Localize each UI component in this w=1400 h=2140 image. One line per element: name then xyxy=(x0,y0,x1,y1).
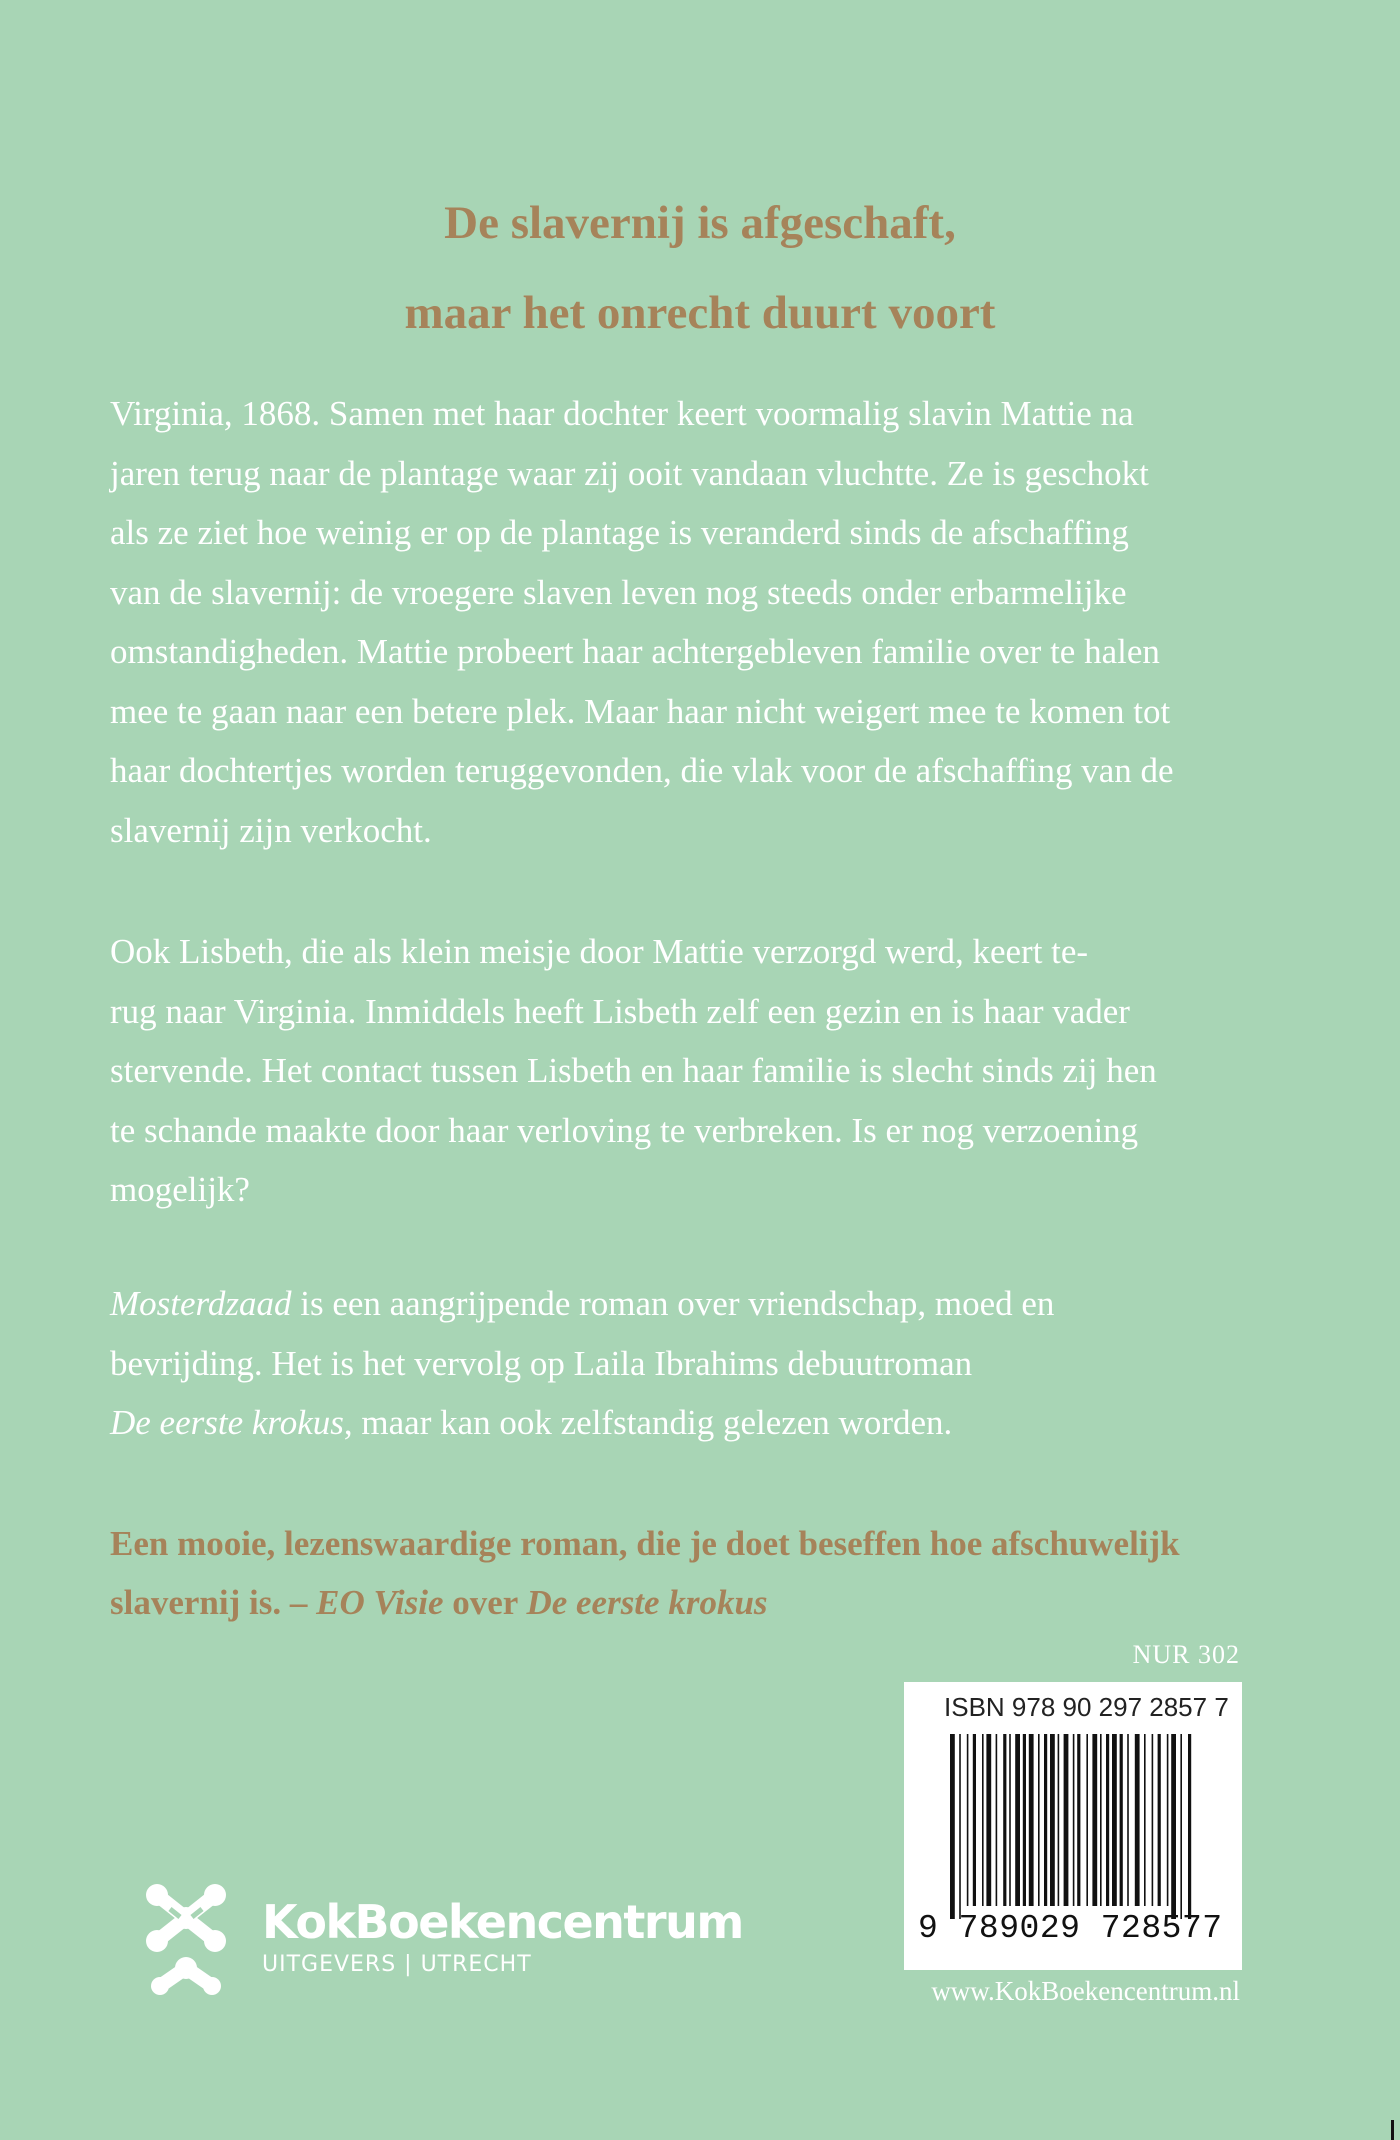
review-quote xyxy=(110,1514,1310,1632)
paragraph-line: Virginia, 1868. Samen met haar dochter keert voormalig slavin Mattie na xyxy=(110,394,1134,433)
publisher-name: KokBoekencentrum xyxy=(262,1895,743,1949)
barcode-bar xyxy=(1106,1734,1109,1906)
barcode-bar xyxy=(1044,1734,1047,1906)
barcode-bar xyxy=(1073,1734,1075,1906)
barcode-bar xyxy=(1092,1734,1097,1906)
barcode-bar xyxy=(1009,1734,1011,1906)
paragraph-line: stervende. Het contact tussen Lisbeth en haar familie is slecht sinds zij hen xyxy=(110,1051,1157,1090)
headline xyxy=(0,178,1400,358)
paragraph-line: rug naar Virginia. Inmiddels heeft Lisbeth zelf een gezin en is haar vader xyxy=(110,991,1130,1031)
barcode-bar xyxy=(1086,1734,1088,1906)
barcode-bar xyxy=(1135,1734,1140,1906)
synopsis-paragraph-1 xyxy=(110,384,1310,860)
quote-text: slavernij is. – xyxy=(110,1583,317,1622)
paragraph-line: haar dochtertjes worden teruggevonden, die vlak voor de afschaffing van de xyxy=(110,751,1174,790)
barcode-bar xyxy=(959,1734,961,1919)
paragraph-text: is een aangrijpende roman over vriendschap, moed en xyxy=(291,1284,1055,1323)
headline-line-2: maar het onrecht duurt voort xyxy=(404,287,996,339)
barcode-bar xyxy=(1152,1734,1154,1906)
trim-mark xyxy=(1391,2120,1394,2140)
paragraph-line: mee te gaan naar een betere plek. Maar haar nicht weigert mee te komen tot xyxy=(110,691,1171,731)
quote-source: EO Visie xyxy=(316,1583,444,1622)
barcode-bar xyxy=(1038,1734,1040,1906)
book-title-eerste-krokus: De eerste krokus xyxy=(110,1403,344,1442)
barcode-bar xyxy=(986,1734,991,1906)
barcode-bar xyxy=(1015,1734,1020,1906)
barcode-bar xyxy=(1158,1734,1161,1906)
publisher-subtitle: UITGEVERS | UTRECHT xyxy=(262,1952,532,1977)
barcode-bar xyxy=(1144,1734,1146,1906)
paragraph-line: van de slavernij: de vroegere slaven leven nog steeds onder erbarmelijke xyxy=(110,572,1127,612)
barcode-bar xyxy=(967,1734,969,1906)
paragraph-line xyxy=(110,1274,1310,1334)
synopsis-paragraph-2 xyxy=(110,922,1310,1220)
paragraph-line: slavernij zijn verkocht. xyxy=(110,810,432,850)
barcode-bar xyxy=(1058,1734,1060,1906)
barcode-panel xyxy=(904,1682,1242,1970)
paragraph-line: bevrijding. Het is het vervolg op Laila Ibrahims debuutroman xyxy=(110,1343,973,1383)
barcode-bar xyxy=(1112,1734,1117,1906)
barcode-bar xyxy=(1003,1734,1006,1906)
barcode-bar xyxy=(1050,1734,1055,1906)
paragraph-line: omstandigheden. Mattie probeert haar achtergebleven familie over te halen xyxy=(110,632,1160,671)
barcode-bar xyxy=(1029,1734,1034,1906)
nur-code: NUR 302 xyxy=(1132,1640,1240,1669)
paragraph-line: jaren terug naar de plantage waar zij ooit vandaan vluchtte. Ze is geschokt xyxy=(110,453,1149,493)
barcode xyxy=(948,1734,1198,1919)
barcode-bar xyxy=(1127,1734,1129,1906)
barcode-bar xyxy=(1077,1734,1080,1906)
paragraph-line: mogelijk? xyxy=(110,1170,250,1209)
barcode-bar xyxy=(1064,1734,1069,1906)
barcode-bar xyxy=(1171,1734,1176,1919)
headline-line-1: De slavernij is afgeschaft, xyxy=(444,197,956,249)
barcode-bar xyxy=(1100,1734,1102,1906)
book-title-mosterdzaad: Mosterdzaad xyxy=(110,1284,292,1323)
barcode-bar xyxy=(973,1734,976,1906)
quote-line-1: Een mooie, lezenswaardige roman, die je doet beseffen hoe afschuwelijk xyxy=(110,1524,1180,1563)
paragraph-text: , maar kan ook zelfstandig gelezen worden. xyxy=(343,1403,953,1442)
barcode-bar xyxy=(996,1734,998,1906)
barcode-bar xyxy=(1120,1734,1123,1906)
isbn-label: ISBN 978 90 297 2857 7 xyxy=(944,1692,1229,1722)
paragraph-line: Ook Lisbeth, die als klein meisje door Mattie verzorgd werd, keert te- xyxy=(110,932,1089,971)
barcode-bar xyxy=(1188,1734,1191,1919)
barcode-bar xyxy=(1180,1734,1182,1919)
paragraph-line xyxy=(110,1393,1310,1453)
publisher-website: www.KokBoekencentrum.nl xyxy=(931,1976,1240,2006)
quote-line-2 xyxy=(110,1573,1310,1632)
paragraph-line: te schande maakte door haar verloving te verbreken. Is er nog verzoening xyxy=(110,1110,1139,1150)
synopsis-paragraph-3 xyxy=(110,1274,1310,1453)
barcode-bar xyxy=(982,1734,984,1906)
barcode-bar xyxy=(1023,1734,1026,1906)
quote-over: over xyxy=(443,1583,527,1622)
quote-book-title: De eerste krokus xyxy=(526,1583,768,1622)
publisher-logo-icon xyxy=(140,1875,230,2000)
barcode-bar xyxy=(950,1734,955,1919)
barcode-digits: 9 789029 728577 xyxy=(918,1910,1223,1947)
paragraph-line: als ze ziet hoe weinig er op de plantage is veranderd sinds de afschaffing xyxy=(110,513,1129,552)
barcode-bar xyxy=(1167,1734,1169,1906)
